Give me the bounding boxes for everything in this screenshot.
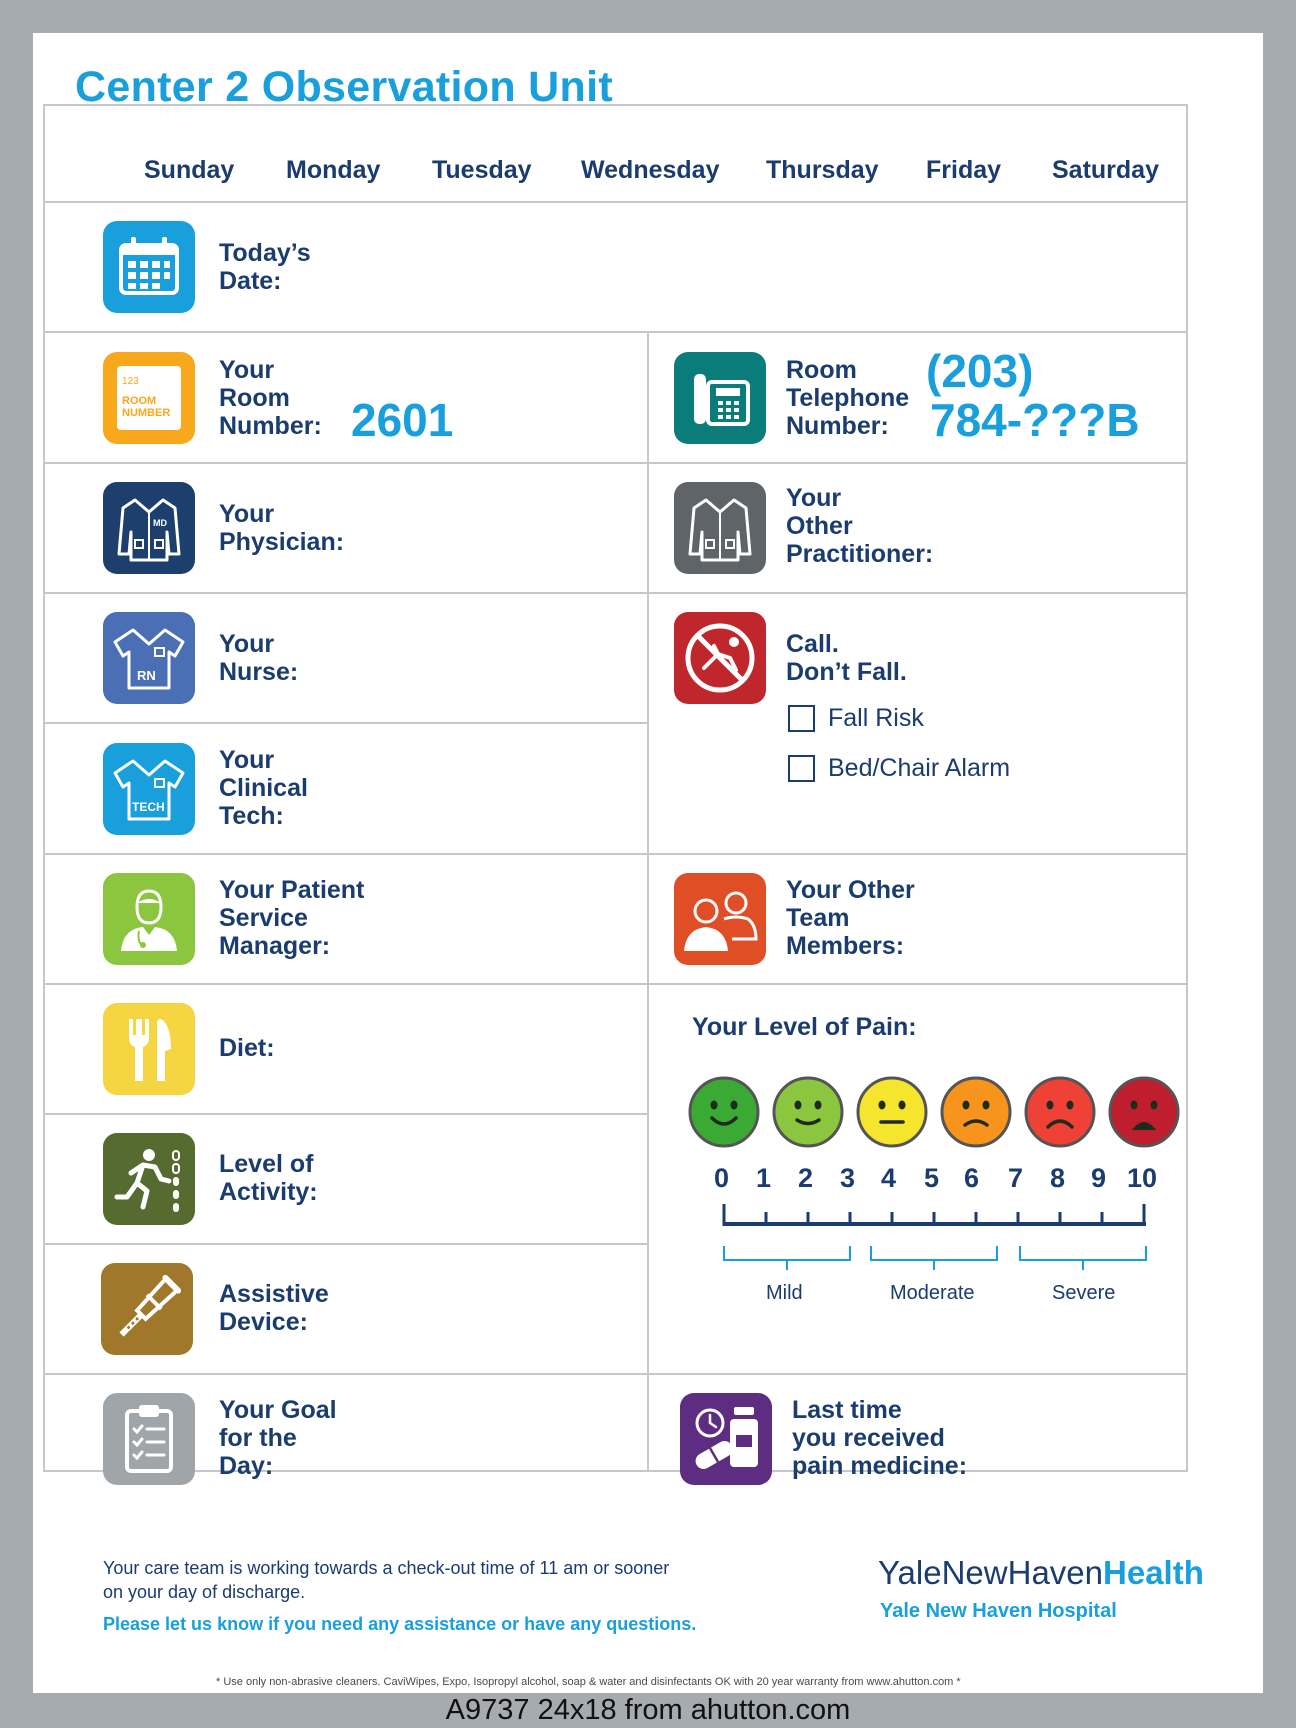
telephone-icon bbox=[674, 352, 766, 444]
face-sad-icon bbox=[1026, 1078, 1094, 1146]
divider bbox=[45, 331, 1186, 333]
room-number-icon bbox=[103, 352, 195, 444]
divider bbox=[45, 462, 1186, 464]
todays-date-label: Today’s Date: bbox=[219, 239, 311, 295]
pain-number-4: 4 bbox=[881, 1163, 897, 1193]
column-divider bbox=[647, 331, 649, 1472]
page-title: Center 2 Observation Unit bbox=[75, 63, 613, 111]
call-dont-fall-label: Call. Don’t Fall. bbox=[786, 630, 907, 686]
clinical-tech-label: Your Clinical Tech: bbox=[219, 746, 308, 830]
day-wednesday: Wednesday bbox=[581, 156, 720, 184]
room-number-label: Your Room Number: bbox=[219, 356, 322, 440]
nurse-label: Your Nurse: bbox=[219, 630, 299, 686]
physician-coat-icon bbox=[103, 482, 195, 574]
md-badge-text: MD bbox=[153, 518, 167, 528]
fork-knife-icon bbox=[103, 1003, 195, 1095]
diet-label: Diet: bbox=[219, 1034, 275, 1062]
other-practitioner-label: Your Other Practitioner: bbox=[786, 484, 934, 568]
day-friday: Friday bbox=[926, 156, 1002, 184]
face-unhappy-icon bbox=[942, 1078, 1010, 1146]
practitioner-coat-icon bbox=[674, 482, 766, 574]
bed-chair-alarm-checkbox[interactable] bbox=[788, 755, 815, 782]
pain-category-mild: Mild bbox=[766, 1282, 803, 1304]
room-telephone-area-code: (203) bbox=[926, 345, 1034, 397]
activity-label: Level of Activity: bbox=[219, 1150, 318, 1206]
pain-category-severe: Severe bbox=[1052, 1282, 1116, 1304]
goal-label: Your Goal for the Day: bbox=[219, 1396, 337, 1480]
pain-level-title: Your Level of Pain: bbox=[692, 1013, 917, 1041]
face-very-happy-icon bbox=[690, 1078, 758, 1146]
divider bbox=[45, 201, 1186, 203]
day-tuesday: Tuesday bbox=[432, 156, 532, 184]
team-members-icon bbox=[674, 873, 766, 965]
room-card-room-text: ROOM bbox=[122, 395, 157, 407]
brand-logo: YaleNewHavenHealth bbox=[878, 1554, 1204, 1591]
product-caption: A9737 24x18 from ahutton.com bbox=[445, 1694, 851, 1726]
room-card-number-label-text: NUMBER bbox=[122, 407, 171, 419]
pain-number-8: 8 bbox=[1050, 1163, 1066, 1193]
room-number-value: 2601 bbox=[351, 394, 454, 446]
face-crying-icon bbox=[1110, 1078, 1178, 1146]
pain-number-10: 10 bbox=[1127, 1163, 1158, 1193]
day-sunday: Sunday bbox=[144, 156, 235, 184]
pain-number-6: 6 bbox=[964, 1163, 980, 1193]
divider bbox=[45, 983, 1186, 985]
pain-number-3: 3 bbox=[840, 1163, 856, 1193]
other-team-members-label: Your Other Team Members: bbox=[786, 876, 915, 960]
fall-risk-label: Fall Risk bbox=[828, 704, 924, 732]
pain-scale-ruler bbox=[700, 1200, 1160, 1270]
pain-number-5: 5 bbox=[924, 1163, 940, 1193]
no-fall-icon bbox=[674, 612, 766, 704]
rn-badge-text: RN bbox=[137, 668, 156, 683]
room-telephone-label: Room Telephone Number: bbox=[786, 356, 910, 440]
tech-scrubs-icon bbox=[103, 743, 195, 835]
pain-number-9: 9 bbox=[1091, 1163, 1107, 1193]
face-neutral-icon bbox=[858, 1078, 926, 1146]
pain-medicine-label: Last time you received pain medicine: bbox=[792, 1396, 968, 1480]
divider bbox=[45, 1113, 648, 1115]
divider bbox=[45, 853, 1186, 855]
pain-number-0: 0 bbox=[714, 1163, 730, 1193]
day-monday: Monday bbox=[286, 156, 381, 184]
checkout-note: Your care team is working towards a check-out time of 11 am or sooner on your day of discharge. bbox=[103, 1558, 670, 1602]
divider bbox=[45, 722, 648, 724]
pain-number-2: 2 bbox=[798, 1163, 814, 1193]
room-telephone-number: 784-???B bbox=[930, 394, 1140, 446]
patient-service-manager-label: Your Patient Service Manager: bbox=[219, 876, 365, 960]
physician-label: Your Physician: bbox=[219, 500, 345, 556]
nurse-scrubs-icon bbox=[103, 612, 195, 704]
calendar-icon bbox=[103, 221, 195, 313]
assistive-device-label: Assistive Device: bbox=[219, 1280, 329, 1336]
room-card-number-text: 123 bbox=[122, 376, 139, 387]
clipboard-checklist-icon bbox=[103, 1393, 195, 1485]
crutch-icon bbox=[101, 1263, 193, 1355]
hospital-name: Yale New Haven Hospital bbox=[880, 1600, 1117, 1622]
tech-badge-text: TECH bbox=[132, 800, 165, 814]
patient-service-manager-icon bbox=[103, 873, 195, 965]
pain-medicine-icon bbox=[680, 1393, 772, 1485]
day-saturday: Saturday bbox=[1052, 156, 1159, 184]
pain-number-1: 1 bbox=[756, 1163, 772, 1193]
divider bbox=[45, 1373, 1186, 1375]
day-thursday: Thursday bbox=[766, 156, 879, 184]
fall-risk-checkbox[interactable] bbox=[788, 705, 815, 732]
pain-category-moderate: Moderate bbox=[890, 1282, 975, 1304]
running-person-icon bbox=[103, 1133, 195, 1225]
face-happy-icon bbox=[774, 1078, 842, 1146]
pain-number-7: 7 bbox=[1008, 1163, 1024, 1193]
assistance-message: Please let us know if you need any assistance or have any questions. bbox=[103, 1614, 697, 1634]
cleaning-instructions: * Use only non-abrasive cleaners. CaviWipes, Expo, Isopropyl alcohol, soap & water and disinfectants OK with 20 year warranty from www.ahutton.com * bbox=[216, 1676, 961, 1688]
bed-chair-alarm-label: Bed/Chair Alarm bbox=[828, 754, 1011, 782]
pain-faces bbox=[688, 1075, 1184, 1151]
divider bbox=[45, 592, 1186, 594]
divider bbox=[45, 1243, 648, 1245]
